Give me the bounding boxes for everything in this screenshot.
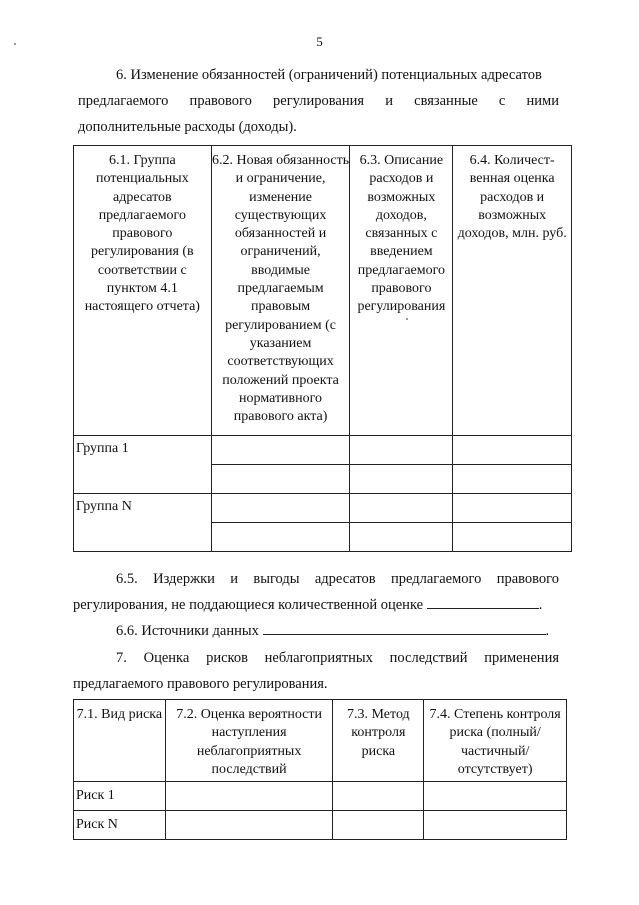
table7-cell [333, 782, 424, 811]
table7-row-risk1: Риск 1 [74, 782, 166, 811]
table6-cell [350, 494, 453, 523]
scan-speck [14, 43, 16, 45]
table6-cell [211, 436, 350, 465]
table6-cell [350, 523, 453, 552]
table7-cell [333, 811, 424, 840]
table6-header-obligation: 6.2. Новая обязанность и ограничение, изменение существующих обязанностей и ограничений, вводимые предлагаемым правовым регулированием (с указанием соответствующих положений проекта нормативного правового акта) [211, 146, 350, 436]
scan-speck [406, 318, 408, 320]
item65-line1: 6.5. Издержки и выгоды адресатов предлагаемого правового [116, 571, 559, 587]
table7-header-control-degree: 7.4. Степень контроля риска (полный/частичный/ отсутствует) [424, 700, 567, 782]
table7-header-control-method: 7.3. Метод контроля риска [333, 700, 424, 782]
table6-header-description: 6.3. Описание расходов и возможных доходов, связанных с введением предлагаемого правового регулирования [350, 146, 453, 436]
table6-header-group: 6.1. Группа потенциальных адресатов предлагаемого правового регулирования (в соответствии с пунктом 4.1 настоящего отчета) [74, 146, 212, 436]
table7-cell [165, 811, 333, 840]
table7-header-probability: 7.2. Оценка вероятности наступления неблагоприятных последствий [165, 700, 333, 782]
item66-blank-line [263, 620, 546, 635]
item65-blank-line [427, 594, 539, 609]
item66 [116, 618, 566, 644]
table7-cell [165, 782, 333, 811]
table6-cell [453, 523, 572, 552]
table7-cell [424, 811, 567, 840]
table6-cell [211, 523, 350, 552]
table6-cell [211, 465, 350, 494]
table7-row-riskN: Риск N [74, 811, 166, 840]
page-number: 5 [316, 34, 323, 49]
table7-cell [424, 782, 567, 811]
table6-cell [211, 494, 350, 523]
table6-cell [350, 465, 453, 494]
table6-cell [453, 436, 572, 465]
section7-table [73, 699, 567, 840]
table6-row-group1: Группа 1 [74, 436, 212, 494]
item65-line2-end: . [538, 597, 543, 613]
table6-cell [453, 465, 572, 494]
table6-cell [453, 494, 572, 523]
section6-heading-line3: дополнительные расходы (доходы). [78, 119, 297, 135]
table6-row-groupN: Группа N [74, 494, 212, 552]
item66-label: 6.6. Источники данных [116, 623, 259, 639]
section6-heading-line1: 6. Изменение обязанностей (ограничений) потенциальных адресатов [116, 67, 542, 83]
table6-header-estimate: 6.4. Количест-венная оценка расходов и возможных доходов, млн. руб. [453, 146, 572, 436]
table6-cell [350, 436, 453, 465]
item65-line2-text: регулирования, не поддающиеся количественной оценке [73, 597, 424, 613]
section7-heading-line2: предлагаемого правового регулирования. [73, 676, 328, 692]
section6-heading-line2: предлагаемого правового регулирования и связанные с ними [78, 93, 559, 109]
section7-heading-line1: 7. Оценка рисков неблагоприятных последствий применения [116, 650, 559, 666]
item66-end: . [545, 623, 550, 639]
table7-header-risk-type: 7.1. Вид риска [74, 700, 166, 782]
item65-line2 [73, 592, 563, 618]
section6-table [73, 145, 572, 552]
